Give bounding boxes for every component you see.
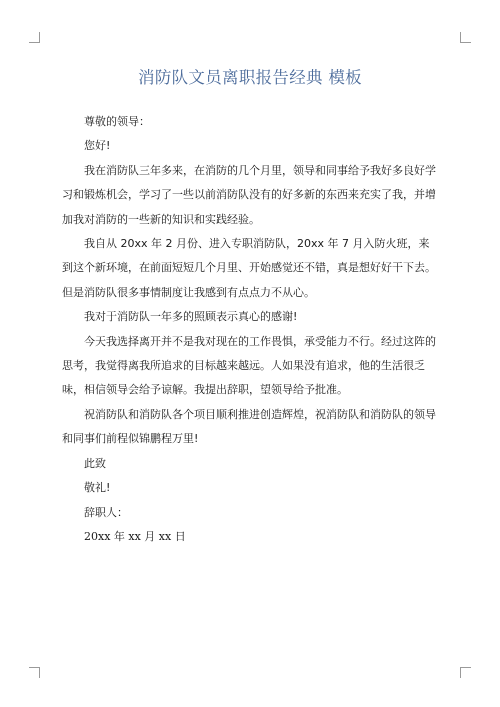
signature-label: 辞职人： bbox=[84, 505, 128, 519]
crop-mark-bottom-left bbox=[29, 667, 40, 678]
body-paragraph-4: 今天我选择离开并不是我对现在的工作畏惧，承受能力不行。经过这阵的思考，我觉得离我所追求的目标越来越远。人如果没有追求，他的生活很乏味，相信领导会给予谅解。我提出辞职，望领导给予批准。 bbox=[62, 334, 436, 397]
body-paragraph-5: 祝消防队和消防队各个项目顺利推进创造辉煌，祝消防队和消防队的领导和同事们前程似锦鹏程万里! bbox=[62, 407, 436, 446]
body-paragraph-3: 我对于消防队一年多的照顾表示真心的感谢! bbox=[84, 310, 298, 324]
body-paragraph-2: 我自从 20xx 年 2 月份、进入专职消防队，20xx 年 7 月入防火班，来到这个新环境，在前面短短几个月里、开始感觉还不错，真是想好好干下去。但是消防队很多事情制度让我感到有点点力不从心。 bbox=[62, 237, 436, 299]
document-title: 消防队文员离职报告经典 模板 bbox=[138, 68, 362, 87]
salutation: 尊敬的领导： bbox=[84, 115, 150, 128]
document-body bbox=[62, 110, 438, 549]
body-paragraph-1: 我在消防队三年多来，在消防的几个月里，领导和同事给予我好多良好学习和锻炼机会，学习了一些以前消防队没有的好多新的东西来充实了我，并增加我对消防的一些新的知识和实践经验。 bbox=[62, 163, 436, 226]
crop-mark-top-right bbox=[460, 32, 471, 43]
crop-mark-bottom-right bbox=[460, 667, 471, 678]
closing-line-1: 此致 bbox=[84, 456, 106, 470]
closing-line-2: 敬礼! bbox=[84, 481, 111, 495]
crop-mark-top-left bbox=[29, 32, 40, 43]
date-line: 20xx 年 xx 月 xx 日 bbox=[84, 529, 186, 543]
greeting: 您好! bbox=[84, 139, 111, 153]
